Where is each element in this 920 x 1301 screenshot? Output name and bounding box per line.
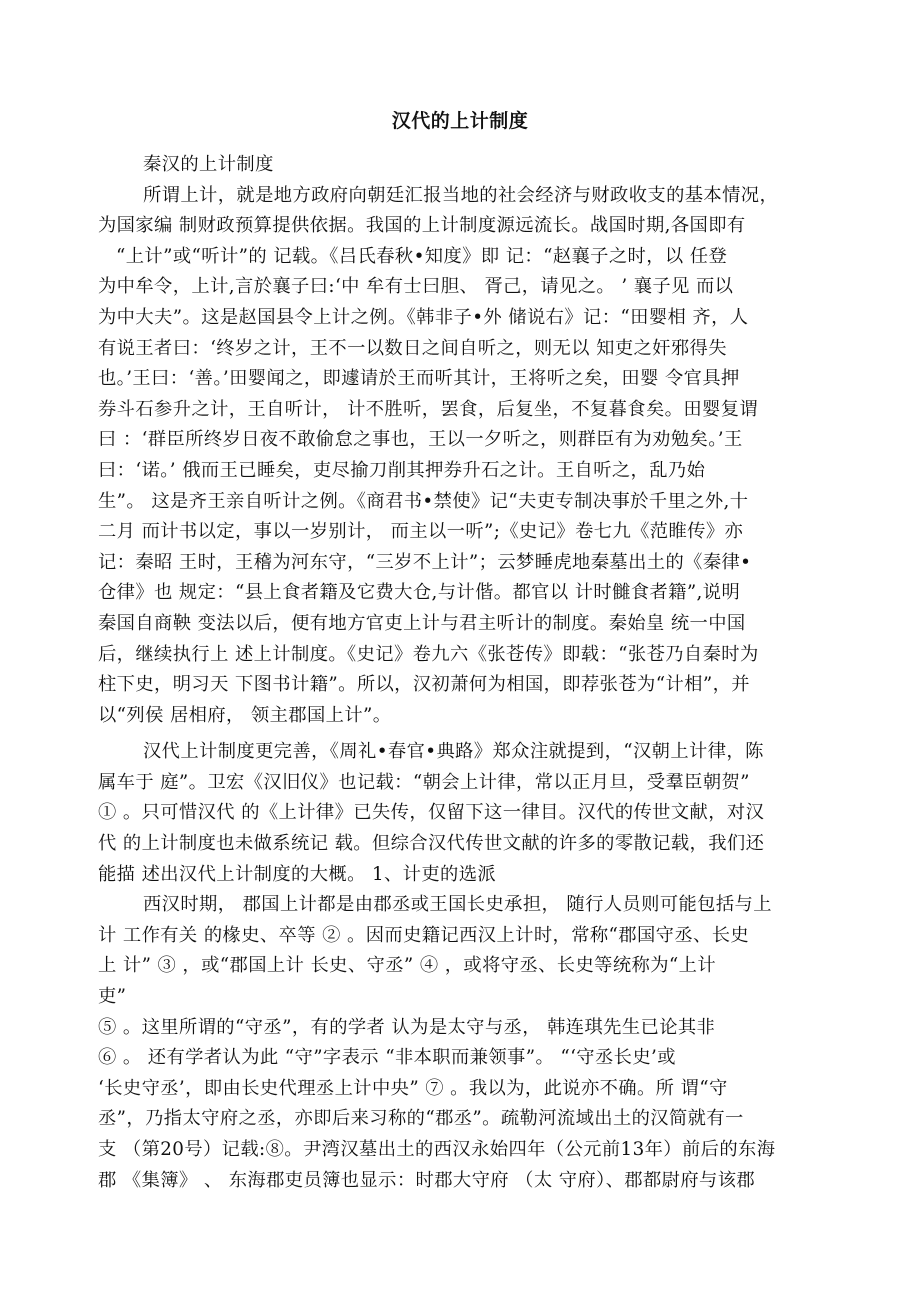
paragraph-line: ⑥ 。 还有学者认为此 “守”字表示 “非本职而兼领事”。 “‘守丞长史’或	[98, 1047, 676, 1069]
paragraph-line: 后，继续执行上 述上计制度。《史记》卷九六《张苍传》即载：“张苍乃自秦时为	[98, 643, 759, 665]
paragraph-line: 曰 ：‘群臣所终岁日夜不敢偷怠之事也，王以一夕听之，则群臣有为劝勉矣。’王	[98, 429, 743, 451]
paragraph-line: 记：秦昭 王时，王稽为河东守，“三岁不上计”；云梦睡虎地秦墓出土的《秦律•	[98, 551, 752, 573]
paragraph-line: ‘长史守丞’，即由长史代理丞上计中央” ⑦ 。我以为，此说亦不确。所 谓“守	[98, 1077, 728, 1099]
paragraph-line: 券斗石参升之计，王自听计， 计不胜听，罢食，后复坐，不复暮食矣。田婴复谓	[98, 398, 759, 420]
paragraph-line: 能描 述出汉代上计制度的大概。 1、计吏的选派	[98, 863, 497, 885]
paragraph-line: 曰：‘诺。’ 俄而王已睡矣，吏尽揄刀削其押券升石之计。王自听之，乱乃始	[98, 459, 706, 481]
paragraph-line: “上计”或“听计”的 记载。《吕氏春秋•知度》即 记：“赵襄子之时，以 任登	[116, 245, 728, 267]
paragraph-line: 计 工作有关 的椽史、卒等 ② 。因而史籍记西汉上计时，常称“郡国守丞、长史	[98, 924, 750, 946]
paragraph-line: 郡 《集簿》 、 东海郡吏员簿也显示：时郡大守府 （太 守府）、郡都尉府与该郡	[98, 1169, 756, 1191]
paragraph-line: 柱下史，明习天 下图书计籍”。所以，汉初萧何为相国，即荐张苍为“计相”，并	[98, 674, 750, 696]
paragraph-line: 二月 而计书以定，事以一岁别计， 而主以一听”;《史记》卷七九《范睢传》亦	[98, 521, 744, 543]
section-heading: 秦汉的上计制度	[143, 154, 274, 175]
paragraph-line: 代 的上计制度也未做系统记 载。但综合汉代传世文献的许多的零散记载，我们还	[98, 833, 765, 855]
paragraph-line: 也。’王曰：‘善。’田婴闻之，即遽请於王而听其计，王将听之矣，田婴 令官具押	[98, 368, 740, 390]
paragraph-line: 为中大夫”。这是赵国县令上计之例。《韩非子•外 储说右》记：“田婴相 齐，人	[98, 306, 749, 328]
document-body	[98, 150, 828, 1196]
paragraph-line: 仓律》也 规定：“县上食者籍及它费大仓,与计偕。都官以 计时雠食者籍”,说明	[98, 582, 741, 604]
document-title: 汉代的上计制度	[391, 110, 529, 132]
paragraph-line: 为国家编 制财政预算提供依据。我国的上计制度源远流长。战国时期,各国即有	[98, 215, 746, 237]
paragraph-line: ⑤ 。这里所谓的“守丞”，有的学者 认为是太守与丞， 韩连琪先生已论其非	[98, 1016, 716, 1038]
paragraph-line: 所谓上计，就是地方政府向朝廷汇报当地的社会经济与财政收支的基本情况，	[143, 184, 779, 206]
paragraph-line: 以“列侯 居相府， 领主郡国上计”。	[98, 704, 392, 726]
paragraph-line: 支 （第20号）记载:⑧。尹湾汉墓出土的西汉永始四年（公元前13年）前后的东海	[98, 1139, 776, 1160]
paragraph-line: 吏”	[98, 986, 127, 1008]
paragraph-line: 丞”，乃指太守府之丞，亦即后来习称的“郡丞”。疏勒河流域出土的汉简就有一	[98, 1108, 744, 1130]
paragraph-line: 有说王者曰：‘终岁之计，王不一以数日之间自听之，则无以 知吏之奸邪得失	[98, 337, 727, 359]
paragraph-line: 上 计” ③ ，或“郡国上计 长史、守丞” ④ ，或将守丞、长史等统称为“上计	[98, 955, 717, 977]
paragraph-line: 西汉时期， 郡国上计都是由郡丞或王国长史承担， 随行人员则可能包括与上	[143, 894, 772, 916]
paragraph-line: 生”。 这是齐王亲自听计之例。《商君书•禁使》记“夫吏专制决事於千里之外,十	[98, 490, 749, 512]
paragraph-line: 属车于 庭”。卫宏《汉旧仪》也记载：“朝会上计律，常以正月旦，受羣臣朝贺”	[98, 771, 750, 793]
paragraph-line: 汉代上计制度更完善，《周礼•春官•典路》郑众注就提到，“汉朝上计律，陈	[143, 741, 764, 763]
paragraph-line: ① 。只可惜汉代 的《上计律》已失传，仅留下这一律目。汉代的传世文献，对汉	[98, 802, 765, 824]
paragraph-line: 秦国自商鞅 变法以后，便有地方官吏上计与君主听计的制度。秦始皇 统一中国	[98, 612, 746, 634]
paragraph-line: 为中牟令，上计,言於襄子曰:‘中 牟有士曰胆、 胥己，请见之。 ’ 襄子见 而以	[98, 276, 734, 298]
